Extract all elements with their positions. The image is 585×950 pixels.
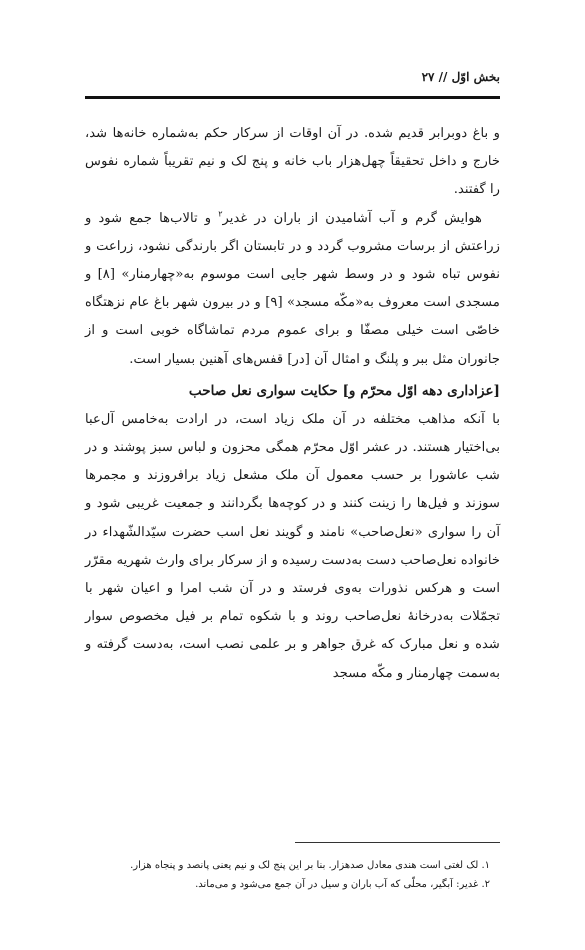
section-heading: [عزاداری دهه اوّل محرّم و] حکایت سواری نعل صاحب: [188, 382, 500, 399]
footnotes: [85, 856, 500, 894]
paragraph-3: [85, 406, 500, 688]
paragraph-2-text-b: و تالاب‌ها جمع شود و زراعتش از برسات مشروب گردد و در تابستان اگر بارندگی نشود، زراعت و نفوس تباه شود و در وسط شهر جایی است موسوم به«چهارمنار» [۸] و مسجدی است معروف به«مکّه مسجد» [۹] و در بیرون شهر باغ عام نزهتگاه خاصّی است خیلی مصفّا و برای عموم مردم تماشاگاه خوبی است و از جانوران مثل ببر و پلنگ و امثال آن [در] قفس‌های آهنین بسیار است.: [85, 210, 500, 367]
main-text: [85, 120, 500, 688]
paragraph-1: [85, 120, 500, 205]
paragraph-2: [85, 205, 500, 374]
paragraph-3-text: با آنکه مذاهب مختلفه در آن ملک زیاد است، در ارادت به‌خامس آل‌عبا بی‌اختیار هستند. در عشر اوّل محرّم همگی محزون و لباس سبز پوشند و در شب عاشورا بر حسب معمول آن ملک مشعل زیاد برافروزند و مجمرها سوزند و فیل‌ها را زینت کنند و در کوچه‌ها بگردانند و جمعیت غریبی شود و آن را سواری «نعل‌صاحب» نامند و گویند نعل اسب حضرت سیّدالشّهداء در خانواده نعل‌صاحب دست به‌دست رسیده و از سرکار برای وارث شهریه مقرّر است و هرکس نذورات به‌وی فرستد و در آن شب امرا و اعیان شهر با تجمّلات به‌درخانهٔ نعل‌صاحب روند و با شکوه تمام بر فیل مخصوص سوار شده و نعل مبارک که غرق جواهر و بر علمی نصب است، به‌دست گرفته و به‌سمت چهارمنار و مکّه مسجد: [85, 411, 500, 681]
footnote-2: ۲. غدیر: آبگیر، محلّی که آب باران و سیل در آن جمع می‌شود و می‌ماند.: [195, 879, 490, 890]
header-rule: [85, 96, 500, 99]
footnote-ref-2[interactable]: ۲: [218, 209, 223, 219]
footnote-rule: [295, 842, 500, 843]
paragraph-1-text: و باغ دوبرابر قدیم شده. در آن اوقات از سرکار حکم به‌شماره خانه‌ها شد، خارج و داخل تحقیقاً چهل‌هزار باب خانه و پنج لک و نیم تقریباً شماره نفوس را گفتند.: [85, 126, 500, 198]
paragraph-2-text-a: هوایش گرم و آب آشامیدن از باران در غدیر: [222, 210, 482, 226]
footnote-1: ۱. لک لغتی است هندی معادل صدهزار. بنا بر این پنج لک و نیم یعنی پانصد و پنجاه هزار.: [130, 860, 490, 871]
running-header: بخش اوّل // ۲۷: [421, 70, 500, 84]
